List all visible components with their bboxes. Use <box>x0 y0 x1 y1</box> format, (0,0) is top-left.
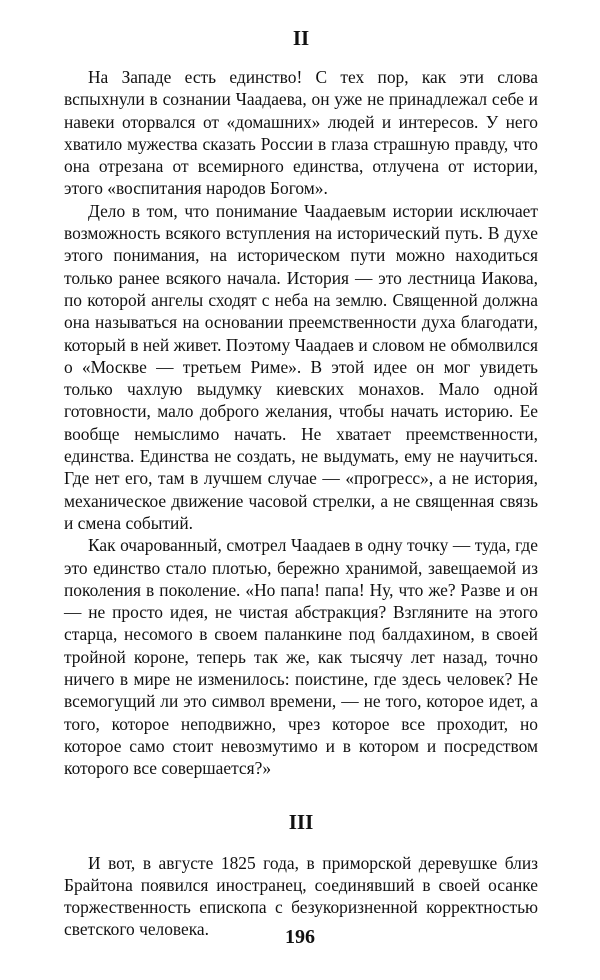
paragraph: Дело в том, что понимание Чаадаевым истории исключает возможность всякого вступления на исторический путь. В духе этого понимания, на историческом пути можно находиться только ранее всякого начала. История — это лестница Иакова, по которой ангелы сходят с неба на землю. Священной должна она называться на основании преемственности духа благодати, который в ней живет. Поэтому Чаадаев и словом не обмолвился о «Москве — третьем Риме». В этой идее он мог увидеть только чахлую выдумку киевских монахов. Мало одной готовности, мало доброго желания, чтобы начать историю. Ее вообще немыслимо начать. Не хватает преемственности, единства. Единства не создать, не выдумать, ему не научиться. Где нет его, там в лучшем случае — «прогресс», а не история, механическое движение часовой стрелки, а не священная связь и смена событий. <box>64 200 538 533</box>
paragraph: Как очарованный, смотрел Чаадаев в одну точку — туда, где это единство стало плотью, бережно хранимой, завещаемой из поколения в поколение. «Но папа! папа! Ну, что же? Разве и он — не просто идея, не чистая абстракция? Взгляните на этого старца, несомого в своем паланкине под балдахином, в своей тройной короне, теперь так же, как тысячу лет назад, точно ничего в мире не изменилось: поистине, где здесь человек? Не всемогущий ли это символ времени, — не того, которое идет, а того, которое неподвижно, чрез которое все проходит, но которое само стоит невозмутимо и в котором и посредством которого все совершается?» <box>64 535 538 779</box>
section-heading-iii: III <box>288 809 314 834</box>
paragraph: На Западе есть единство! С тех пор, как эти слова вспыхнули в сознании Чаадаева, он уже не принадлежал себе и навеки оторвался от «домашних» людей и интересов. У него хватило мужества сказать России в глаза страшную правду, что она отрезана от всемирного единства, отлучена от истории, этого «воспитания народов Богом». <box>64 67 538 199</box>
page-body <box>64 26 538 941</box>
section-heading-ii: II <box>292 26 310 50</box>
paragraph: И вот, в августе 1825 года, в приморской деревушке близ Брайтона появился иностранец, соединявший в своей осанке торжественность епископа с безукоризненной корректностью светского человека. <box>64 852 538 940</box>
page-number: 196 <box>285 926 315 948</box>
